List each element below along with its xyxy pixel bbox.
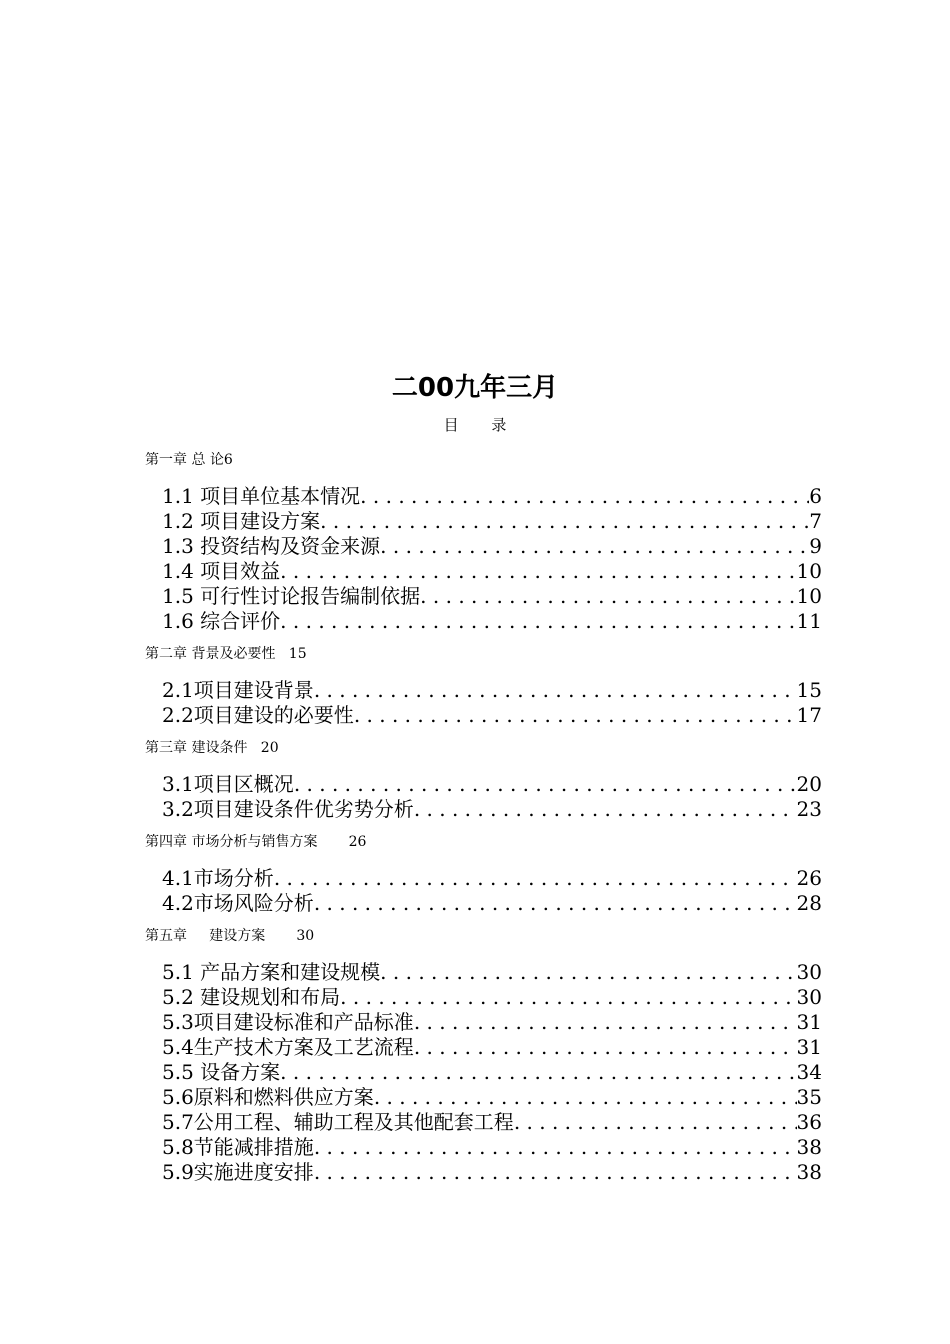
- toc-entry-page: 9: [809, 534, 822, 558]
- toc-entry[interactable]: [162, 678, 822, 703]
- toc-entry[interactable]: [162, 609, 822, 634]
- toc-entry-page: 36: [796, 1110, 822, 1134]
- dot-leader: [380, 534, 809, 559]
- toc-entry-page: 10: [796, 584, 822, 608]
- toc-entry-page: 7: [809, 509, 822, 533]
- toc-entry[interactable]: [162, 584, 822, 609]
- toc-entry[interactable]: [162, 1085, 822, 1110]
- dot-leader: [320, 509, 809, 534]
- dot-leader: [280, 609, 796, 634]
- toc-entry-page: 30: [796, 960, 822, 984]
- chapter-heading[interactable]: 第二章 背景及必要性 15: [145, 646, 307, 662]
- toc-entry-label: 5.7公用工程、辅助工程及其他配套工程: [162, 1110, 514, 1134]
- toc-entry-label: 2.2项目建设的必要性: [162, 703, 354, 727]
- dot-leader: [314, 1135, 797, 1160]
- dot-leader: [314, 678, 797, 703]
- toc-entry-label: 1.4 项目效益: [162, 559, 281, 583]
- toc-entry-label: 5.2 建设规划和布局: [162, 985, 341, 1009]
- toc-entry-label: 3.2项目建设条件优劣势分析: [162, 797, 414, 821]
- toc-entry[interactable]: [162, 1110, 822, 1135]
- dot-leader: [314, 1160, 797, 1185]
- toc-entry-label: 5.1 产品方案和建设规模: [162, 960, 381, 984]
- toc-entry-page: 38: [796, 1160, 822, 1184]
- toc-entry[interactable]: [162, 1135, 822, 1160]
- toc-entry-page: 17: [796, 703, 822, 727]
- toc-entry[interactable]: [162, 1035, 822, 1060]
- toc-entry[interactable]: [162, 891, 822, 916]
- toc-entry-label: 5.3项目建设标准和产品标准: [162, 1010, 414, 1034]
- toc-entry[interactable]: [162, 1160, 822, 1185]
- dot-leader: [314, 891, 797, 916]
- toc-entry-page: 6: [809, 484, 822, 508]
- chapter-heading[interactable]: 第五章 建设方案 30: [145, 928, 315, 944]
- dot-leader: [414, 1010, 797, 1035]
- dot-leader: [380, 960, 796, 985]
- toc-entry-label: 4.2市场风险分析: [162, 891, 314, 915]
- dot-leader: [414, 1035, 797, 1060]
- toc-entry-label: 5.8节能减排措施: [162, 1135, 314, 1159]
- toc-heading: 目 录: [443, 416, 521, 434]
- dot-leader: [280, 559, 796, 584]
- toc-entry-page: 31: [796, 1035, 822, 1059]
- dot-leader: [514, 1110, 797, 1135]
- toc-entry-label: 1.2 项目建设方案: [162, 509, 321, 533]
- toc-entry[interactable]: [162, 985, 822, 1010]
- toc-entry-label: 1.6 综合评价: [162, 609, 281, 633]
- toc-entry[interactable]: [162, 1010, 822, 1035]
- dot-leader: [274, 866, 797, 891]
- toc-entry-label: 5.5 设备方案: [162, 1060, 281, 1084]
- toc-entry[interactable]: [162, 772, 822, 797]
- toc-entry[interactable]: [162, 960, 822, 985]
- toc-entry-page: 30: [796, 985, 822, 1009]
- chapter-heading[interactable]: 第三章 建设条件 20: [145, 740, 279, 756]
- toc-entry-page: 35: [796, 1085, 822, 1109]
- chapter-heading[interactable]: 第四章 市场分析与销售方案 26: [145, 834, 367, 850]
- toc-entry-page: 10: [796, 559, 822, 583]
- dot-leader: [280, 1060, 796, 1085]
- toc-entry-label: 1.5 可行性讨论报告编制依据: [162, 584, 421, 608]
- dot-leader: [414, 797, 797, 822]
- toc-entry[interactable]: [162, 559, 822, 584]
- toc-entry-page: 34: [796, 1060, 822, 1084]
- toc-entry-label: 5.6原料和燃料供应方案: [162, 1085, 374, 1109]
- toc-entry-page: 31: [796, 1010, 822, 1034]
- dot-leader: [374, 1085, 797, 1110]
- toc-entry-page: 15: [796, 678, 822, 702]
- toc-entry-label: 5.9实施进度安排: [162, 1160, 314, 1184]
- toc-entry-page: 38: [796, 1135, 822, 1159]
- toc-entry-label: 2.1项目建设背景: [162, 678, 314, 702]
- toc-entry-page: 26: [796, 866, 822, 890]
- toc-entry[interactable]: [162, 484, 822, 509]
- toc-entry-page: 11: [796, 609, 822, 633]
- dot-leader: [294, 772, 797, 797]
- toc-entry[interactable]: [162, 1060, 822, 1085]
- toc-entry-page: 20: [796, 772, 822, 796]
- toc-entry[interactable]: [162, 866, 822, 891]
- toc-entry-page: 28: [796, 891, 822, 915]
- date-title: 二00九年三月: [391, 373, 559, 403]
- chapter-heading[interactable]: 第一章 总 论6: [145, 452, 233, 468]
- toc-entry[interactable]: [162, 797, 822, 822]
- toc-entry-page: 23: [796, 797, 822, 821]
- toc-entry-label: 1.3 投资结构及资金来源: [162, 534, 381, 558]
- toc-entry-label: 3.1项目区概况: [162, 772, 294, 796]
- toc-entry-label: 4.1市场分析: [162, 866, 274, 890]
- dot-leader: [354, 703, 797, 728]
- dot-leader: [360, 484, 809, 509]
- toc-entry[interactable]: [162, 703, 822, 728]
- toc-entry[interactable]: [162, 509, 822, 534]
- toc-entry-label: 1.1 项目单位基本情况: [162, 484, 361, 508]
- toc-entry-label: 5.4生产技术方案及工艺流程: [162, 1035, 414, 1059]
- dot-leader: [340, 985, 796, 1010]
- dot-leader: [420, 584, 796, 609]
- toc-entry[interactable]: [162, 534, 822, 559]
